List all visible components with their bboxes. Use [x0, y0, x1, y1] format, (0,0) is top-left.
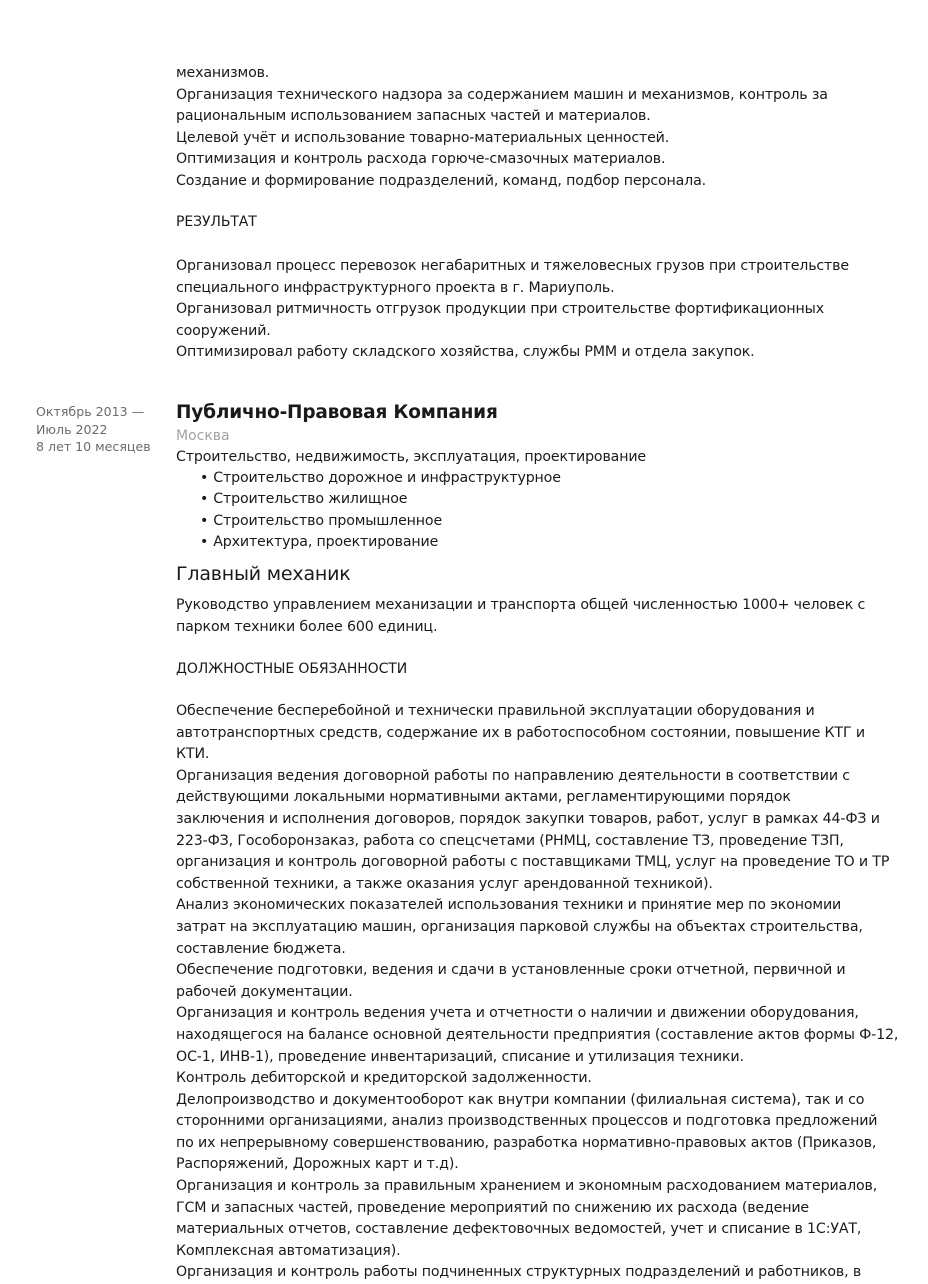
duty-line: 223-ФЗ, Гособоронзаказ, работа со спецсчетами (РНМЦ, составление ТЗ, проведение ТЗП,: [176, 832, 844, 849]
duty-line: Организация и контроль за правильным хранением и экономным расходованием материалов,: [176, 1178, 878, 1195]
duty-line: собственной техники, а также оказания услуг арендованной техникой).: [176, 875, 713, 892]
duty-line: действующими локальными нормативными актами, регламентирующими порядок: [176, 789, 791, 806]
duty-line: Организация и контроль ведения учета и отчетности о наличии и движении оборудования,: [176, 1005, 859, 1022]
duty-line: находящегося на балансе основной деятельности предприятия (составление актов формы Ф-12,: [176, 1026, 899, 1043]
duty-line: составление бюджета.: [176, 940, 346, 957]
duty-line: Организация и контроль работы подчиненных структурных подразделений и работников, в: [176, 1264, 862, 1281]
duty-line: рабочей документации.: [176, 983, 353, 1000]
duties-list: [176, 701, 898, 1284]
job-duration: 8 лет 10 месяцев: [36, 439, 151, 455]
duty-line: сторонними организациями, анализ производственных процессов и подготовка предложений: [176, 1113, 878, 1130]
company-industry: Строительство, недвижимость, эксплуатация, проектирование: [176, 449, 646, 465]
industry-item: • Строительство дорожное и инфраструктурное: [200, 468, 561, 489]
position-summary: [176, 595, 865, 638]
industry-item: • Строительство жилищное: [200, 489, 561, 510]
duty-line: Создание и формирование подразделений, команд, подбор персонала.: [176, 172, 706, 189]
industry-item: • Архитектура, проектирование: [200, 532, 561, 553]
result-heading: РЕЗУЛЬТАТ: [176, 214, 257, 230]
job-period-end: Июль 2022: [36, 421, 108, 437]
duty-line: КТИ.: [176, 746, 210, 763]
company-city: Москва: [176, 428, 230, 444]
duty-line: Распоряжений, Дорожных карт и т.д).: [176, 1156, 459, 1173]
duty-line: автотранспортных средств, содержание их в работоспособном состоянии, повышение КТГ и: [176, 724, 865, 741]
result-line: Организовал ритмичность отгрузок продукции при строительстве фортификационных: [176, 301, 824, 318]
duty-line: Организация ведения договорной работы по направлению деятельности в соответствии с: [176, 767, 850, 784]
duty-line: затрат на эксплуатацию машин, организация парковой службы на объектах строительства,: [176, 918, 863, 935]
position-title: Главный механик: [176, 563, 351, 585]
result-line: специального инфраструктурного проекта в г. Мариуполь.: [176, 279, 615, 296]
duty-line: ОС-1, ИНВ-1), проведение инвентаризаций, списание и утилизация техники.: [176, 1048, 744, 1065]
job-period: [36, 403, 166, 456]
summary-line: парком техники более 600 единиц.: [176, 618, 438, 635]
duty-line: Комплексная автоматизация).: [176, 1242, 401, 1259]
industry-item: • Строительство промышленное: [200, 511, 561, 532]
duty-line: Оптимизация и контроль расхода горюче-смазочных материалов.: [176, 151, 666, 168]
duty-line: механизмов.: [176, 65, 270, 81]
result-line: Оптимизировал работу складского хозяйства, службы РММ и отдела закупок.: [176, 344, 755, 361]
duty-line: рациональным использованием запасных частей и материалов.: [176, 108, 651, 125]
duty-line: по их непрерывному совершенствованию, разработка нормативно-правовых актов (Приказов,: [176, 1134, 877, 1151]
industry-list: [176, 468, 561, 554]
duty-line: Целевой учёт и использование товарно-материальных ценностей.: [176, 129, 670, 146]
result-line: сооружений.: [176, 322, 271, 339]
duty-line: Делопроизводство и документооборот как внутри компании (филиальная система), так и со: [176, 1091, 865, 1108]
job-period-start: Октябрь 2013 —: [36, 404, 145, 419]
duty-line: материальных отчетов, составление дефектовочных ведомостей, учет и списание в 1С:УАТ,: [176, 1221, 862, 1238]
duty-line: Анализ экономических показателей использования техники и принятие мер по экономии: [176, 897, 842, 914]
company-name: Публично-Правовая Компания: [176, 402, 498, 423]
summary-line: Руководство управлением механизации и транспорта общей численностью 1000+ человек с: [176, 597, 866, 613]
result-list: [176, 256, 849, 364]
duty-line: Организация технического надзора за содержанием машин и механизмов, контроль за: [176, 86, 828, 103]
duty-line: организация и контроль договорной работы с поставщиками ТМЦ, услуг на проведение ТО и ТР: [176, 854, 890, 871]
duty-line: заключения и исполнения договоров, порядок закупки товаров, работ, услуг в рамках 44-ФЗ и: [176, 810, 880, 827]
duty-line: Обеспечение бесперебойной и технически правильной эксплуатации оборудования и: [176, 703, 815, 719]
duties-heading: ДОЛЖНОСТНЫЕ ОБЯЗАННОСТИ: [176, 661, 408, 677]
result-line: Организовал процесс перевозок негабаритных и тяжеловесных грузов при строительстве: [176, 258, 849, 274]
duty-line: Контроль дебиторской и кредиторской задолженности.: [176, 1070, 592, 1087]
previous-job-duties: [176, 63, 828, 193]
duty-line: Обеспечение подготовки, ведения и сдачи в установленные сроки отчетной, первичной и: [176, 962, 846, 979]
duty-line: ГСМ и запасных частей, проведение мероприятий по снижению их расхода (ведение: [176, 1199, 810, 1216]
